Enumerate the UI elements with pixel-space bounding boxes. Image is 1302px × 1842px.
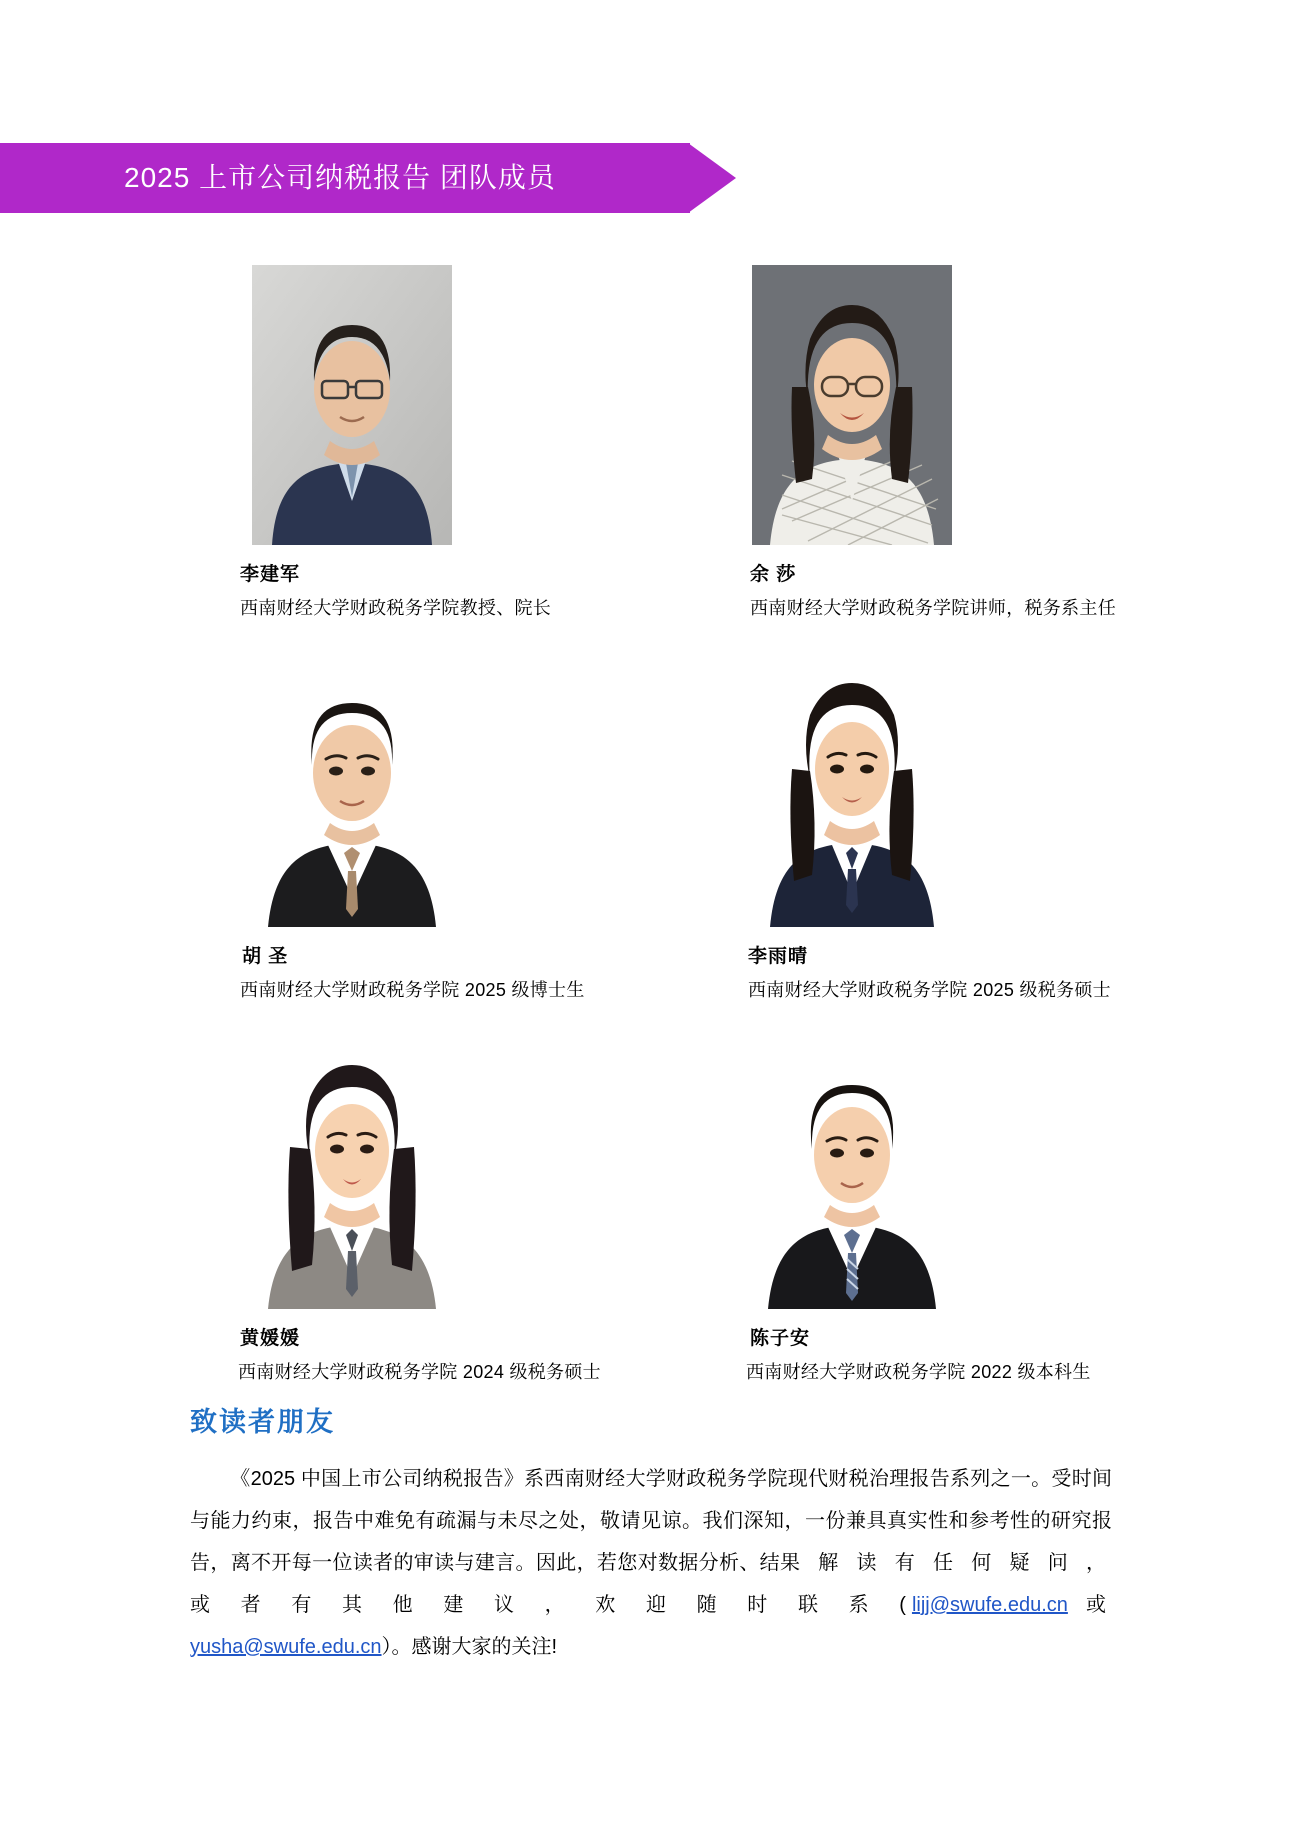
member-name: 李雨晴 [748, 946, 809, 967]
member-title: 西南财经大学财政税务学院 2025 级博士生 [240, 980, 585, 1000]
member-card [746, 1029, 1091, 1384]
member-photo-huang-yuanyuan [252, 1029, 452, 1309]
member-name: 黄媛媛 [240, 1328, 301, 1349]
email-link-lijj[interactable]: lijj@swufe.edu.cn [911, 1594, 1068, 1616]
member-row [0, 647, 1302, 1029]
letter-body [190, 1458, 1112, 1668]
member-title: 西南财经大学财政税务学院教授、院长 [240, 598, 552, 618]
letter-line-2: 之一。受时间与能力约束，报告中难免有疏漏与未尽之处，敬请见谅。我们深知，一份兼具 [190, 1468, 1112, 1532]
email-link-yusha[interactable]: yusha@swufe.edu.cn [190, 1636, 382, 1658]
member-name: 余 莎 [750, 564, 797, 585]
member-title: 西南财经大学财政税务学院 2022 级本科生 [746, 1362, 1091, 1382]
member-name: 胡 圣 [242, 946, 289, 967]
member-card [240, 265, 552, 620]
member-title: 西南财经大学财政税务学院 2024 级税务硕士 [238, 1362, 601, 1382]
banner-arrow-shape [688, 143, 736, 213]
team-members-grid [0, 265, 1302, 1411]
letter-line-1: 《2025 中国上市公司纳税报告》系西南财经大学财政税务学院现代财税治理报告系列 [230, 1468, 991, 1490]
member-row [0, 265, 1302, 647]
member-photo-yu-sha [752, 265, 952, 545]
member-photo-li-yuqing [752, 647, 952, 927]
page-banner [0, 143, 742, 213]
member-name: 陈子安 [750, 1328, 811, 1349]
member-title: 西南财经大学财政税务学院 2025 级税务硕士 [748, 980, 1111, 1000]
member-title: 西南财经大学财政税务学院讲师，税务系主任 [750, 598, 1116, 618]
letter-line-5: ）。感谢大家的关注! [381, 1636, 558, 1658]
member-photo-hu-sheng [252, 647, 452, 927]
member-card [238, 1029, 601, 1384]
banner-title: 2025 上市公司纳税报告 团队成员 [124, 162, 556, 193]
letter-line-4: 果 解 读 有 任 何 疑 问 ， 或 者 有 其 他 建 议 ， 欢 迎 随 时 联 系 ( [190, 1552, 1113, 1616]
member-photo-li-jianjun [252, 265, 452, 545]
letter-heading: 致读者朋友 [190, 1407, 335, 1437]
member-card [240, 647, 585, 1002]
member-name: 李建军 [240, 564, 301, 585]
letter-line-3: 真实性和参考性的研究报告，离不开每一位读者的审读与建言。因此，若您对数据分析、结 [190, 1510, 1112, 1574]
member-card [748, 647, 1111, 1002]
letter-line-4b: 或 [1067, 1594, 1113, 1616]
member-row [0, 1029, 1302, 1411]
member-photo-chen-zian [752, 1029, 952, 1309]
member-card [752, 265, 1116, 620]
